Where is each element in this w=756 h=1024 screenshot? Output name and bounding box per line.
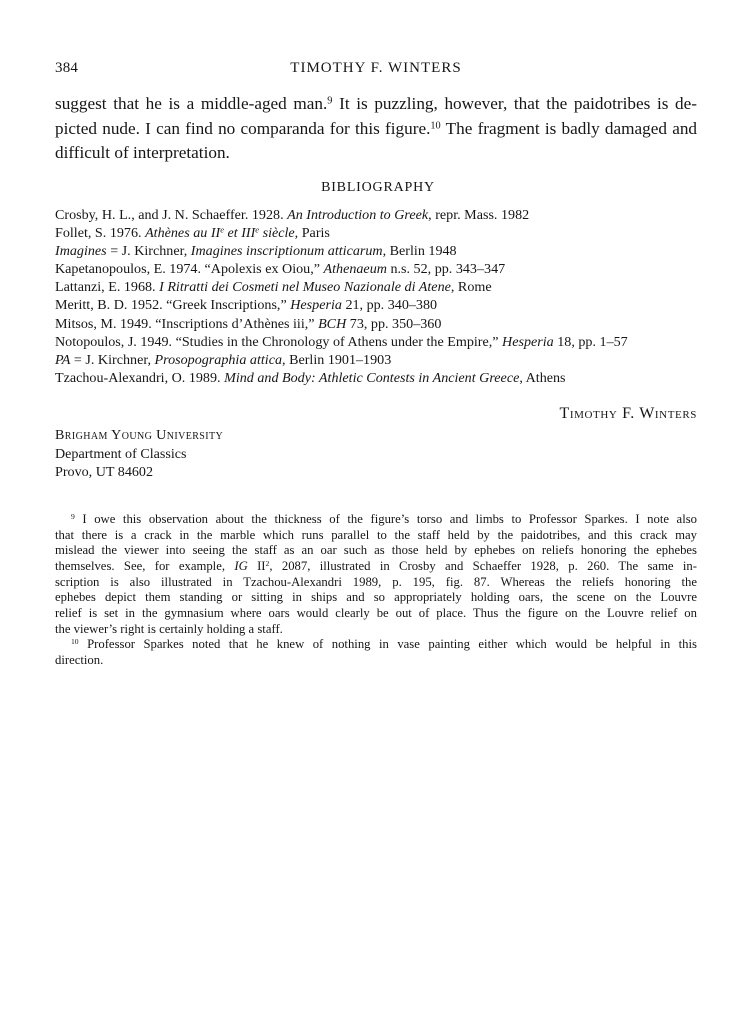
footnote-10-mark: 10: [71, 637, 79, 647]
footnotes: [55, 512, 697, 669]
footnote-9-line: $^9$ I owe this observation about the thickness of the figure’s torso and limbs to Professor Sparkes. I note also: [71, 511, 697, 526]
affiliation-address: Provo, UT 84602: [55, 464, 154, 480]
body-line: picted nude. I can find no comparanda for this figure.$^{10}$ The fragment is badly damaged and: [55, 118, 698, 138]
footnote-9-line: that there is a crack in the marble which runs parallel to the staff held by the paidotribes, and this crack may: [55, 527, 697, 542]
footnote-9-line: mislead the viewer into seeing the staff as an oar such as those held by ephebes on reliefs honoring the ephebes: [55, 543, 697, 558]
bibliography-list: [55, 206, 705, 387]
footnote-9-line: relief is set in the gymnasium where oars would clearly be out of place. Thus the figure on the Louvre relief on: [55, 605, 697, 620]
bibliography-entry: Crosby, H. L., and J. N. Schaeffer. 1928. An Introduction to Greek, repr. Mass. 1982: [55, 207, 530, 223]
running-head: [55, 60, 697, 80]
body-paragraph: [55, 92, 697, 166]
bibliography-entry: Imagines = J. Kirchner, Imagines inscriptionum atticarum, Berlin 1948: [55, 243, 457, 260]
affiliation-department: Department of Classics: [55, 445, 187, 462]
body-line: suggest that he is a middle-aged man.$^9$ It is puzzling, however, that the paidotribes is de-: [55, 94, 697, 113]
page-number: 384: [55, 60, 79, 76]
footnote-ref-10[interactable]: 10: [430, 119, 441, 131]
bibliography-entry: Tzachou-Alexandri, O. 1989. Mind and Body: Athletic Contests in Ancient Greece, Athens: [55, 369, 566, 386]
bibliography-entry: Follet, S. 1976. Athènes au IIe et IIIe siècle, Paris: [55, 224, 330, 242]
author-affiliation: [55, 426, 223, 482]
footnote-9-line: themselves. See, for example, IG $II^2$, 2087, illustrated in Crosby and Schaeffer 1928, p. 260. The same in-: [55, 558, 697, 573]
bibliography-entry: PA = J. Kirchner, Prosopographia attica, Berlin 1901–1903: [55, 351, 392, 368]
bibliography-entry: Meritt, B. D. 1952. “Greek Inscriptions,” Hesperia 21, pp. 340–380: [55, 297, 438, 314]
footnote-ref-9[interactable]: 9: [327, 95, 333, 107]
footnote-10-line: $^{10}$ Professor Sparkes noted that he knew of nothing in vase painting either which would be helpful in this: [71, 637, 697, 652]
bibliography-heading: BIBLIOGRAPHY: [321, 180, 435, 195]
footnote-9-line: the viewer’s right is certainly holding a staff.: [55, 621, 283, 636]
author-signature: Timothy F. Winters: [559, 405, 697, 422]
running-title: TIMOTHY F. WINTERS: [290, 60, 462, 76]
footnote-9-line: ephebes depict them standing or sitting in ships and so appropriately holding oars, the scene on the Louvre: [55, 590, 697, 605]
bibliography-entry: Kapetanopoulos, E. 1974. “Apolexis ex Oiou,” Athenaeum n.s. 52, pp. 343–347: [55, 261, 506, 278]
affiliation-university: Brigham Young University: [55, 427, 224, 443]
footnote-9-line: scription is also illustrated in Tzachou-Alexandri 1989, p. 195, fig. 87. Whereas the reliefs honoring the: [55, 574, 697, 589]
bibliography-entry: Notopoulos, J. 1949. “Studies in the Chronology of Athens under the Empire,” Hesperia 18, pp. 1–57: [55, 333, 628, 350]
footnote-9-mark: 9: [71, 511, 75, 521]
body-line: difficult of interpretation.: [55, 143, 230, 162]
footnote-10-line: direction.: [55, 652, 104, 667]
bibliography-entry: Lattanzi, E. 1968. I Ritratti dei Cosmeti nel Museo Nazionale di Atene, Rome: [55, 279, 492, 296]
bibliography-entry: Mitsos, M. 1949. “Inscriptions d’Athènes iii,” BCH 73, pp. 350–360: [55, 315, 442, 332]
